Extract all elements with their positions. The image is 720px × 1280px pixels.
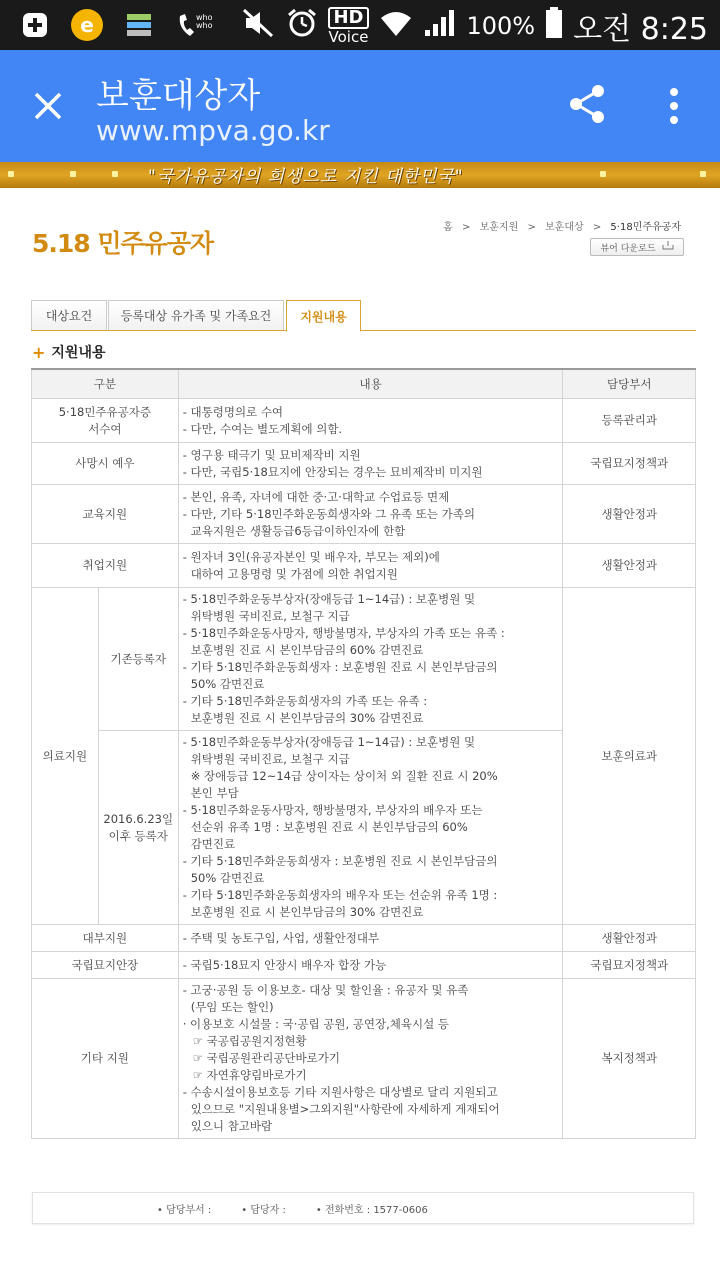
support-table	[31, 368, 696, 1139]
alarm-icon	[286, 7, 318, 46]
app-bar-url: www.mpva.go.kr	[96, 114, 330, 147]
plus-icon: +	[32, 342, 46, 362]
tab-bar	[31, 300, 696, 331]
add-notification-icon	[18, 8, 52, 42]
battery-percent: 100%	[466, 12, 536, 40]
table-row: 교육지원 - 본인, 유족, 자녀에 대한 중·고·대학교 수업료등 면제 - 다만, 기타 5·18민주화운동희생자와 그 유족 또는 가족의 교육지원은 생활등급6등급이하인자에 한함 생활안정과	[32, 485, 696, 544]
status-bar	[0, 0, 720, 50]
table-row: 국립묘지안장 - 국립5·18묘지 안장시 배우자 합장 가능 국립묘지정책과	[32, 952, 696, 979]
table-row: 기타 지원 - 고궁·공원 등 이용보호- 대상 및 할인율 : 유공자 및 유족 (무임 또는 할인) · 이용보호 시설물 : 국·공립 공원, 공연장,체육시설 등 ☞ 국공립공원지정현황 ☞ 국립공원관리공단바로가기 ☞ 자연휴양림바로가기 - 수송시설이용보호등 기타 지원사항은 대상별로 달리 지원되고 있으므로 "지원내용별>그외지원"사항란에 자세하게 게재되어 있으니 참고바람 복지정책과	[32, 979, 696, 1139]
slogan-text: "국가유공자의 희생으로 지킨 대한민국"	[148, 167, 464, 187]
signal-icon	[423, 8, 457, 45]
breadcrumb-target[interactable]: 보훈대상	[545, 222, 584, 233]
svg-text:who: who	[196, 13, 213, 22]
hd-voice-indicator: HD Voice	[328, 7, 369, 46]
mute-icon	[242, 8, 276, 45]
whowho-call-icon	[174, 8, 213, 42]
footer-dept: • 담당부서 :	[157, 1204, 212, 1216]
breadcrumb-support[interactable]: 보훈지원	[479, 222, 519, 233]
slogan-banner	[0, 162, 720, 188]
close-icon[interactable]	[28, 86, 68, 126]
app-bar	[0, 50, 720, 162]
contact-footer	[32, 1192, 694, 1224]
pointing-hand-icon: ☞	[192, 1068, 207, 1082]
tab-family-requirements[interactable]: 등록대상 유가족 및 가족요건	[108, 300, 284, 330]
footer-person: • 담당자 :	[241, 1204, 286, 1216]
storage-app-icon	[122, 8, 156, 42]
table-row: 2016.6.23일 이후 등록자 - 5·18민주화운동부상자(장애등급 1~14급) : 보훈병원 및 위탁병원 국비진료, 보철구 지급 ※ 장애등급 12~14급 상이자는 상이처 외 질환 진료 시 20% 본인 부담 - 5·18민주화운동사망자, 행방불명자, 부상자의 배우자 또는 선순위 유족 1명 : 보훈병원 진료 시 본인부담금의 60% 감면진료 - 기타 5·18민주화운동희생자 : 보훈병원 진료 시 본인부담금의 50% 감면진료 - 기타 5·18민주화운동희생자의 배우자 또는 선순위 유족 1명 : 보훈병원 진료 시 본인부담금의 30% 감면진료	[32, 731, 696, 925]
wifi-icon	[379, 8, 413, 45]
table-header: 구분 내용 담당부서	[32, 369, 696, 399]
clock: 오전 8:25	[573, 12, 708, 47]
svg-text:who: who	[196, 21, 213, 30]
download-icon	[662, 241, 674, 253]
browser-app-icon	[70, 8, 104, 42]
more-options-icon[interactable]	[664, 86, 684, 126]
table-row: 사망시 예우 - 영구용 태극기 및 묘비제작비 지원 - 다만, 국립5·18묘지에 안장되는 경우는 묘비제작비 미지원 국립묘지정책과	[32, 443, 696, 485]
table-row: 의료지원 기존등록자 - 5·18민주화운동부상자(장애등급 1~14급) : 보훈병원 및 위탁병원 국비진료, 보철구 지급 - 5·18민주화운동사망자, 행방불명자, 부상자의 가족 또는 유족 : 보훈병원 진료 시 본인부담금의 60% 감면진료 - 기타 5·18민주화운동희생자 : 보훈병원 진료 시 본인부담금의 50% 감면진료 - 기타 5·18민주화운동희생자의 가족 또는 유족 : 보훈병원 진료 시 본인부담금의 30% 감면진료 보훈의료과	[32, 588, 696, 731]
table-row: 취업지원 - 원자녀 3인(유공자본인 및 배우자, 부모는 제외)에 대하여 고용명령 및 가점에 의한 취업지원 생활안정과	[32, 544, 696, 588]
breadcrumb: 홈 > 보훈지원 > 보훈대상 > 5·18민주유공자	[443, 222, 681, 233]
tab-eligibility[interactable]: 대상요건	[31, 300, 107, 330]
table-row: 5·18민주유공자증 서수여 - 대통령명의로 수여 - 다만, 수여는 별도계획에 의함. 등록관리과	[32, 399, 696, 443]
viewer-download-button[interactable]: 뷰어 다운로드	[590, 238, 684, 256]
link-national-park[interactable]: ☞ 국립공원관리공단바로가기	[192, 1051, 340, 1065]
section-heading: + 지원내용	[32, 342, 106, 362]
share-icon[interactable]	[566, 82, 610, 126]
battery-icon	[545, 7, 563, 46]
table-row: 대부지원 - 주택 및 농토구입, 사업, 생활안정대부 생활안정과	[32, 925, 696, 952]
tab-support-content[interactable]: 지원내용	[286, 300, 361, 332]
pointing-hand-icon: ☞	[192, 1051, 207, 1065]
breadcrumb-home[interactable]: 홈	[443, 222, 453, 233]
breadcrumb-current: 5·18민주유공자	[610, 222, 681, 233]
link-park-status[interactable]: ☞ 국공립공원지정현황	[192, 1034, 307, 1048]
svg-text:e: e	[80, 13, 94, 37]
page-title: 5.18 민주유공자	[32, 229, 214, 258]
pointing-hand-icon: ☞	[192, 1034, 207, 1048]
footer-phone: • 전화번호 : 1577-0606	[315, 1204, 428, 1216]
link-recreation-forest[interactable]: ☞ 자연휴양림바로가기	[192, 1068, 307, 1082]
app-bar-title: 보훈대상자	[96, 76, 261, 116]
